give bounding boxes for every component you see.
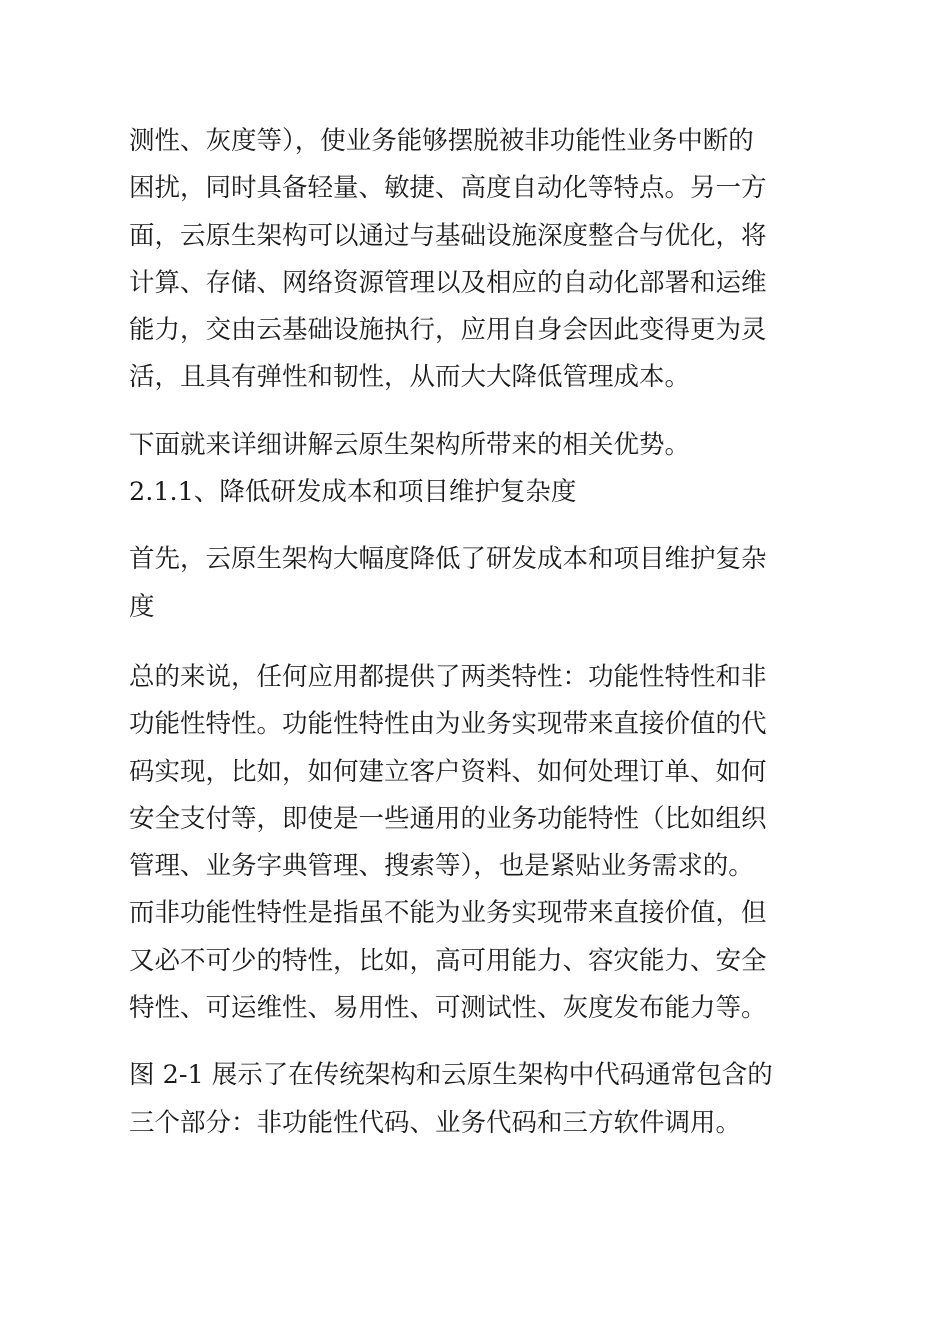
paragraph-reduce-cost [129, 536, 829, 631]
text-line: 而非功能性特性是指虽不能为业务实现带来直接价值，但 [129, 898, 767, 929]
text-line: 首先，云原生架构大幅度降低了研发成本和项目维护复杂 [129, 544, 767, 575]
text-line: 下面就来详细讲解云原生架构所带来的相关优势。 [129, 429, 691, 460]
text-line: 管理、业务字典管理、搜索等），也是紧贴业务需求的。 [129, 851, 754, 882]
text-line: 又必不可少的特性，比如，高可用能力、容灾能力、安全 [129, 945, 767, 976]
text-line: 码实现，比如，如何建立客户资料、如何处理订单、如何 [129, 756, 767, 787]
paragraph-figure-reference [129, 1052, 829, 1147]
text-line: 能力，交由云基础设施执行，应用自身会因此变得更为灵 [129, 315, 767, 346]
section-heading: 2.1.1、降低研发成本和项目维护复杂度 [129, 477, 577, 508]
text-line: 安全支付等，即使是一些通用的业务功能特性（比如组织 [129, 803, 767, 834]
paragraph-intro-advantages [129, 422, 829, 469]
paragraph-functional-features [129, 654, 829, 1032]
text-line: 度 [129, 591, 155, 622]
document-page [129, 118, 829, 1147]
text-line: 特性、可运维性、易用性、可测试性、灰度发布能力等。 [129, 993, 767, 1024]
text-line: 活，且具有弹性和韧性，从而大大降低管理成本。 [129, 362, 691, 393]
text-line: 总的来说，任何应用都提供了两类特性：功能性特性和非 [129, 661, 767, 692]
text-line: 困扰，同时具备轻量、敏捷、高度自动化等特点。另一方 [129, 173, 767, 204]
text-line: 测性、灰度等），使业务能够摆脱被非功能性业务中断的 [129, 126, 754, 156]
text-line: 计算、存储、网络资源管理以及相应的自动化部署和运维 [129, 267, 767, 298]
text-line: 面，云原生架构可以通过与基础设施深度整合与优化，将 [129, 220, 767, 251]
paragraph-cloud-native-benefits [129, 118, 829, 402]
text-line: 图 2-1 展示了在传统架构和云原生架构中代码通常包含的 [129, 1060, 773, 1091]
text-line: 三个部分：非功能性代码、业务代码和三方软件调用。 [129, 1107, 742, 1138]
text-line: 功能性特性。功能性特性由为业务实现带来直接价值的代 [129, 709, 767, 740]
